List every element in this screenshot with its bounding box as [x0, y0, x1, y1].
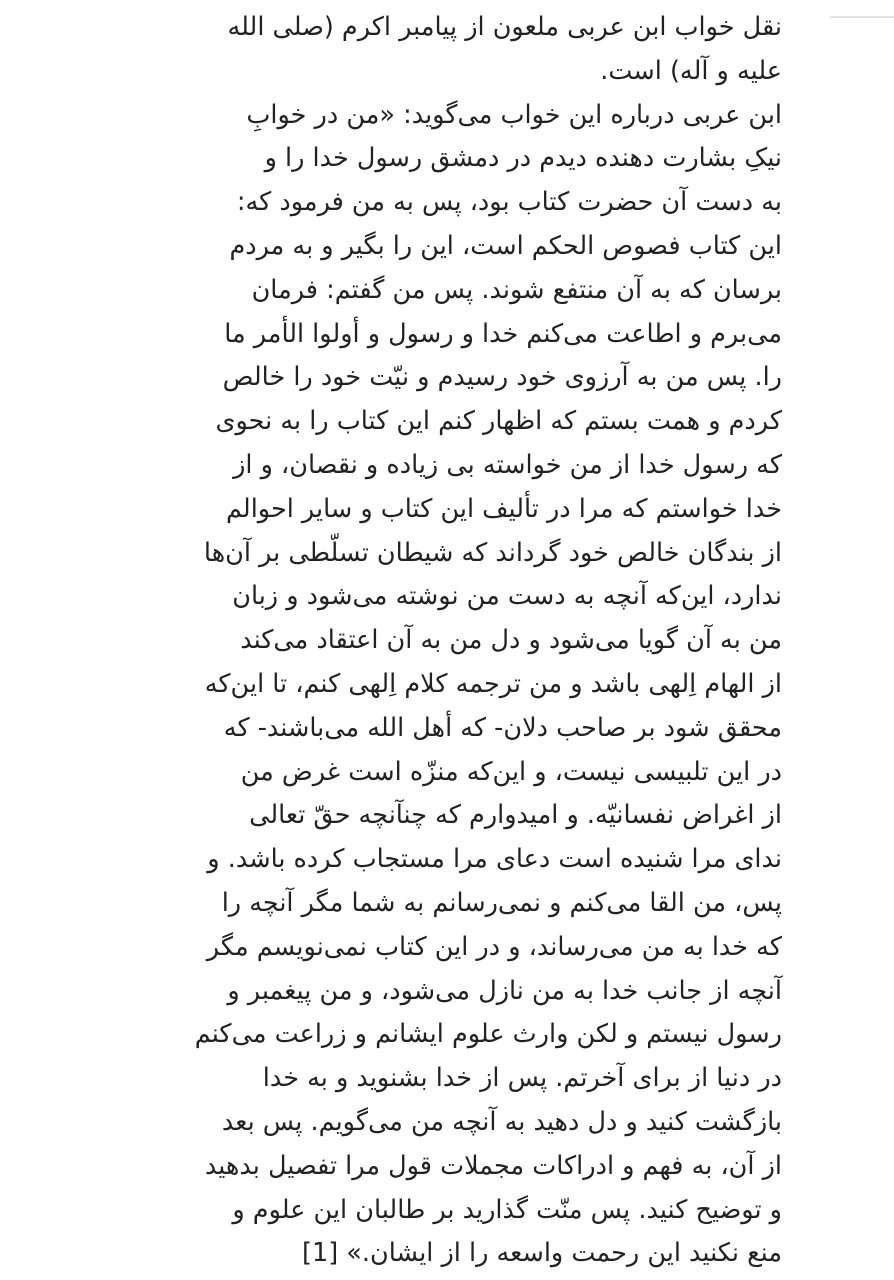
text-line: از اغراض نفسانیّه. و امیدوارم که چنآنچه حقّ تعالی [249, 800, 782, 831]
text-line: من به آن گویا می‌شود و دل من به آن اعتقاد می‌کند [240, 625, 782, 656]
text-line: این کتاب فصوص الحکم است، این را بگیر و به مردم [229, 230, 782, 261]
text-line: نقل خواب ابن عربی ملعون از پیامبر اکرم (صلی الله [227, 12, 782, 42]
text-line: و توضیح کنید. پس منّت گذارید بر طالبان این علوم و [232, 1194, 782, 1225]
text-line: محقق شود بر صاحب دلان- که أهل الله می‌باشند- که [223, 712, 782, 743]
text-line: کردم و همت بستم که اظهار کنم این کتاب را به نحوی [215, 406, 782, 437]
text-line: در این تلبیسی نیست، و این‌که منزّه است غرض من [240, 756, 782, 787]
text-line: به دست آن حضرت کتاب بود، پس به من فرمود که: [236, 187, 782, 218]
text-line: آنچه از جانب خدا به من نازل می‌شود، و من پیغمبر و [227, 975, 782, 1006]
text-line: پس، من القا می‌کنم و نمی‌رسانم به شما مگر آنچه را [221, 887, 782, 918]
text-line: نیکِ بشارت دهنده دیدم در دمشق رسول خدا را و [264, 143, 782, 174]
text-line: که خدا به من می‌رساند، و در این کتاب نمی‌نویسم مگر [206, 931, 782, 962]
text-line: ابن عربی درباره این خواب می‌گوید: «من در خوابِ [246, 99, 782, 130]
text-line: از الهام اِلهی باشد و من ترجمه کلام اِلهی کنم، تا این‌که [204, 668, 782, 699]
text-line: بازگشت کنید و دل دهید به آنچه من می‌گویم. پس بعد [221, 1106, 782, 1137]
text-line: می‌برم و اطاعت می‌کنم خدا و رسول و أولوا الأمر ما [224, 318, 782, 349]
text-line: ندای مرا شنیده است دعای مرا مستجاب کرده باشد. و [207, 844, 782, 875]
text-line: ندارد، این‌که آنچه به دست من نوشته می‌شود و زبان [232, 581, 782, 612]
text-line: منع نکنید این رحمت واسعه را از ایشان.» [1] [302, 1238, 782, 1269]
text-line: علیه و آله) است. [600, 55, 782, 86]
message-body [122, 6, 782, 1276]
text-line: در دنیا از برای آخرتم. پس از خدا بشنوید و به خدا [262, 1063, 782, 1094]
text-line: که رسول خدا از من خواسته بی زیاده و نقصان، و از [233, 449, 782, 480]
text-line: از آن، به فهم و ادراکات مجملات قول مرا تفصیل بدهید [204, 1150, 782, 1181]
text-line: رسول نیستم و لکن وارث علوم ایشانم و زراعت می‌کنم [194, 1019, 782, 1050]
text-line: خدا خواستم که مرا در تألیف این کتاب و سایر احوالم [225, 493, 782, 524]
text-line: را. پس من به آرزوی خود رسیدم و نیّت خود را خالص [222, 362, 782, 393]
top-divider [830, 16, 894, 18]
text-line: از بندگان خالص خود گرداند که شیطان تسلّطی بر آن‌ها [203, 537, 782, 568]
text-line: برسان که به آن منتفع شوند. پس من گفتم: فرمان [251, 274, 782, 305]
